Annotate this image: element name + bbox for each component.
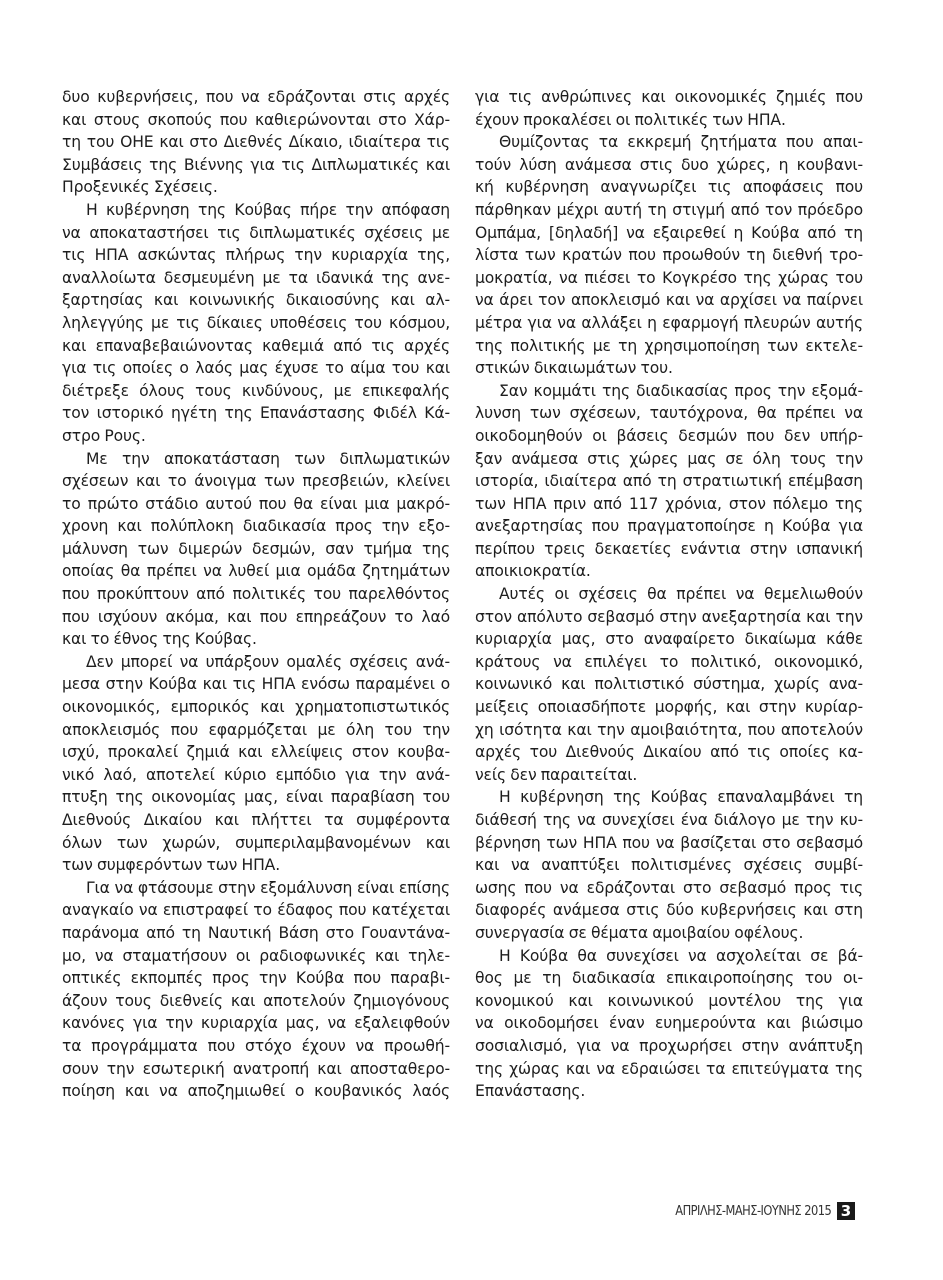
text-line: Η κυβέρνηση της Κούβας πήρε την απόφαση: [86, 200, 450, 219]
text-line: πτυξη της οικονομίας μας, είναι παραβίαση του: [62, 788, 450, 807]
text-line: συνεργασία σε θέματα αμοιβαίου οφέλους.: [475, 923, 804, 942]
text-line: ιστορία, ιδιαίτερα από τη στρατιωτική επέμβαση: [475, 472, 863, 491]
text-line: τις ΗΠΑ ασκώντας πλήρως την κυριαρχία της,: [62, 246, 450, 265]
text-line: των συμφερόντων των ΗΠΑ.: [62, 856, 281, 875]
text-line: Δεν μπορεί να υπάρξουν ομαλές σχέσεις ανά-: [86, 652, 450, 671]
text-column-left: [62, 86, 450, 1103]
text-line: κυριαρχία μας, στο αναφαίρετο δικαίωμα κάθε: [475, 630, 863, 649]
text-line: οικοδομηθούν οι βάσεις δεσμών που δεν υπήρ-: [475, 426, 863, 445]
paragraph: [475, 86, 863, 131]
paragraph: [62, 448, 450, 651]
paragraph: [475, 131, 863, 380]
text-line: και να αναπτύξει πολιτισμένες σχέσεις συμβί-: [475, 856, 863, 875]
text-line: Διεθνούς Δικαίου και πλήττει τα συμφέροντα: [62, 811, 450, 829]
text-line: για τις οποίες ο λαός μας έχυσε το αίμα του και: [62, 359, 450, 378]
text-line: διάθεσή της να συνεχίσει ένα διάλογο με την κυ-: [475, 811, 863, 829]
text-line: και το έθνος της Κούβας.: [62, 630, 257, 649]
text-line: αποκλεισμός που εφαρμόζεται με όλη του την: [62, 720, 450, 739]
text-line: διέτρεξε όλους τους κινδύνους, με επικεφαλής: [62, 381, 450, 400]
text-line: πάρθηκαν μέχρι αυτή τη στιγμή από τον πρόεδρο: [475, 200, 863, 219]
issue-date-label: ΑΠΡΙΛΗΣ-ΜΑΗΣ-ΙΟΥΝΗΣ 2015: [675, 1203, 831, 1219]
text-line: στρο Ρους.: [62, 426, 146, 445]
text-line: Προξενικές Σχέσεις.: [62, 178, 218, 197]
text-line: σχέσεων και το άνοιγμα των πρεσβειών, κλείνει: [62, 472, 450, 491]
text-line: και επαναβεβαιώνοντας καθεμιά από τις αρχές: [62, 336, 450, 355]
text-line: αποικιοκρατία.: [475, 562, 591, 581]
paragraph: [62, 86, 450, 199]
text-line: περίπου τρεις δεκαετίες ενάντια στην ισπανική: [475, 539, 863, 558]
text-line: Η Κούβα θα συνεχίσει να ασχολείται σε βά-: [499, 946, 863, 965]
text-line: ποίηση και να αποζημιωθεί ο κουβανικός λαός: [62, 1082, 450, 1101]
text-line: τούν λύση ανάμεσα στις δυο χώρες, η κουβανι-: [475, 155, 863, 174]
text-line: για τις ανθρώπινες και οικονομικές ζημιές που: [475, 88, 863, 106]
text-line: Συμβάσεις της Βιέννης για τις Διπλωματικές και: [62, 155, 450, 174]
text-line: ανεξαρτησίας που πραγματοποίησε η Κούβα για: [475, 517, 863, 536]
text-line: σοσιαλισμό, για να προχωρήσει στην ανάπτυξη: [475, 1036, 863, 1055]
text-line: μεσα στην Κούβα και τις ΗΠΑ ενόσω παραμένει ο: [62, 675, 450, 694]
text-line: κανόνες για την κυριαρχία μας, να εξαλειφθούν: [62, 1014, 450, 1033]
page-number-badge: 3: [837, 1202, 855, 1220]
text-line: ληλεγγύης με τις δίκαιες υποθέσεις του κόσμου,: [62, 313, 450, 332]
text-line: σουν την εσωτερική ανατροπή και αποσταθερο-: [62, 1059, 450, 1078]
text-line: αναγκαίο να επιστραφεί το έδαφος που κατέχεται: [62, 901, 450, 920]
text-line: όλων των χωρών, συμπεριλαμβανομένων και: [62, 833, 450, 852]
text-line: παράνομα από τη Ναυτική Βάση στο Γουαντάνα-: [62, 923, 450, 942]
text-line: Θυμίζοντας τα εκκρεμή ζητήματα που απαι-: [499, 133, 863, 152]
text-line: Επανάστασης.: [475, 1082, 586, 1101]
text-line: ξαρτησίας και κοινωνικής δικαιοσύνης και αλ-: [62, 291, 450, 310]
text-line: Με την αποκατάσταση των διπλωματικών: [86, 449, 450, 468]
text-line: ωσης που να εδράζονται στο σεβασμό προς τις: [475, 878, 863, 897]
text-line: στον απόλυτο σεβασμό στην ανεξαρτησία και την: [475, 607, 863, 626]
text-line: Ομπάμα, [δηλαδή] να εξαιρεθεί η Κούβα από τη: [475, 223, 863, 242]
text-line: κοινωνικό και πολιτιστικό σύστημα, χωρίς ανα-: [475, 675, 863, 694]
text-line: Η κυβέρνηση της Κούβας επαναλαμβάνει τη: [499, 788, 863, 807]
text-line: των ΗΠΑ πριν από 117 χρόνια, στον πόλεμο της: [475, 494, 863, 513]
text-line: κράτους να επιλέγει το πολιτικό, οικονομικό,: [475, 652, 863, 671]
text-line: να αποκαταστήσει τις διπλωματικές σχέσεις με: [62, 223, 450, 242]
text-line: να οικοδομήσει έναν ευημερούντα και βιώσιμο: [475, 1014, 863, 1033]
text-line: που προκύπτουν από πολιτικές του παρελθόντος: [62, 585, 450, 604]
text-line: χη ισότητα και την αμοιβαιότητα, που αποτελούν: [475, 720, 863, 739]
text-line: κονομικού και κοινωνικού μοντέλου της για: [475, 991, 863, 1010]
paragraph: [62, 651, 450, 877]
text-line: κή κυβέρνηση αναγνωρίζει τις αποφάσεις που: [475, 178, 863, 197]
text-line: τη του ΟΗΕ και στο Διεθνές Δίκαιο, ιδιαίτερα τις: [62, 133, 450, 152]
text-line: νείς δεν παραιτείται.: [475, 765, 638, 784]
text-line: αναλλοίωτα δεσμευμένη με τα ιδανικά της ανε-: [62, 268, 450, 287]
text-line: στικών δικαιωμάτων του.: [475, 359, 673, 378]
text-line: τον ιστορικό ηγέτη της Επανάστασης Φιδέλ Κά-: [62, 404, 450, 423]
text-line: της πολιτικής με τη χρησιμοποίηση των εκτελε-: [475, 336, 863, 355]
paragraph: [475, 786, 863, 944]
text-line: αρχές του Διεθνούς Δικαίου από τις οποίες κα-: [475, 743, 863, 762]
text-line: Για να φτάσουμε στην εξομάλυνση είναι επίσης: [86, 878, 450, 897]
text-line: μοκρατία, να πιέσει το Κογκρέσο της χώρας του: [475, 268, 863, 287]
text-line: νικό λαό, αποτελεί κύριο εμπόδιο για την ανά-: [62, 765, 450, 784]
paragraph: [475, 945, 863, 1103]
text-line: και στους σκοπούς που καθιερώνονται στο Χάρ-: [62, 110, 450, 129]
text-line: βέρνηση των ΗΠΑ που να βασίζεται στο σεβασμό: [475, 833, 863, 852]
text-line: μο, να σταματήσουν οι ραδιοφωνικές και τηλε-: [62, 946, 450, 965]
text-line: λυνση των σχέσεων, ταυτόχρονα, θα πρέπει να: [475, 404, 863, 423]
text-line: μέτρα για να αλλάξει η εφαρμογή πλευρών αυτής: [475, 313, 863, 332]
text-line: Σαν κομμάτι της διαδικασίας προς την εξομά-: [499, 381, 863, 400]
text-line: θος με τη διαδικασία επικαιροποίησης του οι-: [475, 969, 863, 988]
text-line: Αυτές οι σχέσεις θα πρέπει να θεμελιωθούν: [499, 585, 863, 604]
text-column-right: [475, 86, 863, 1103]
text-line: δυο κυβερνήσεις, που να εδράζονται στις αρχές: [62, 88, 450, 106]
text-line: οποίας θα πρέπει να λυθεί μια ομάδα ζητημάτων: [62, 562, 450, 581]
text-line: οικονομικός, εμπορικός και χρηματοπιστωτικός: [62, 698, 450, 717]
text-line: της χώρας και να εδραιώσει τα επιτεύγματα της: [475, 1059, 863, 1078]
page-footer: [640, 1200, 855, 1222]
paragraph: [62, 877, 450, 1103]
text-line: ισχύ, προκαλεί ζημιά και ελλείψεις στον κουβα-: [62, 743, 450, 762]
text-line: μείξεις οποιασδήποτε μορφής, και στην κυρίαρ-: [475, 698, 863, 717]
text-line: μάλυνση των διμερών δεσμών, σαν τμήμα της: [62, 539, 450, 558]
paragraph: [475, 380, 863, 583]
text-line: να άρει τον αποκλεισμό και να αρχίσει να παίρνει: [475, 291, 863, 310]
text-line: τα προγράμματα που στόχο έχουν να προωθή-: [62, 1036, 450, 1055]
text-line: διαφορές ανάμεσα στις δύο κυβερνήσεις και στη: [475, 901, 863, 920]
text-line: χρονη και πολύπλοκη διαδικασία προς την εξο-: [62, 517, 450, 536]
text-line: το πρώτο στάδιο αυτού που θα είναι μια μακρό-: [62, 494, 450, 513]
text-line: οπτικές εκπομπές προς την Κούβα που παραβι-: [62, 969, 450, 988]
text-line: έχουν προκαλέσει οι πολιτικές των ΗΠΑ.: [475, 110, 786, 129]
text-line: άζουν τους διεθνείς και αποτελούν ζημιογόνους: [62, 991, 450, 1010]
paragraph: [62, 199, 450, 448]
paragraph: [475, 583, 863, 786]
text-line: που ισχύουν ακόμα, και που επηρεάζουν το λαό: [62, 607, 450, 626]
text-line: ξαν ανάμεσα στις χώρες μας σε όλη τους την: [475, 449, 863, 468]
text-line: λίστα των κρατών που προωθούν τη διεθνή τρο-: [475, 246, 863, 265]
